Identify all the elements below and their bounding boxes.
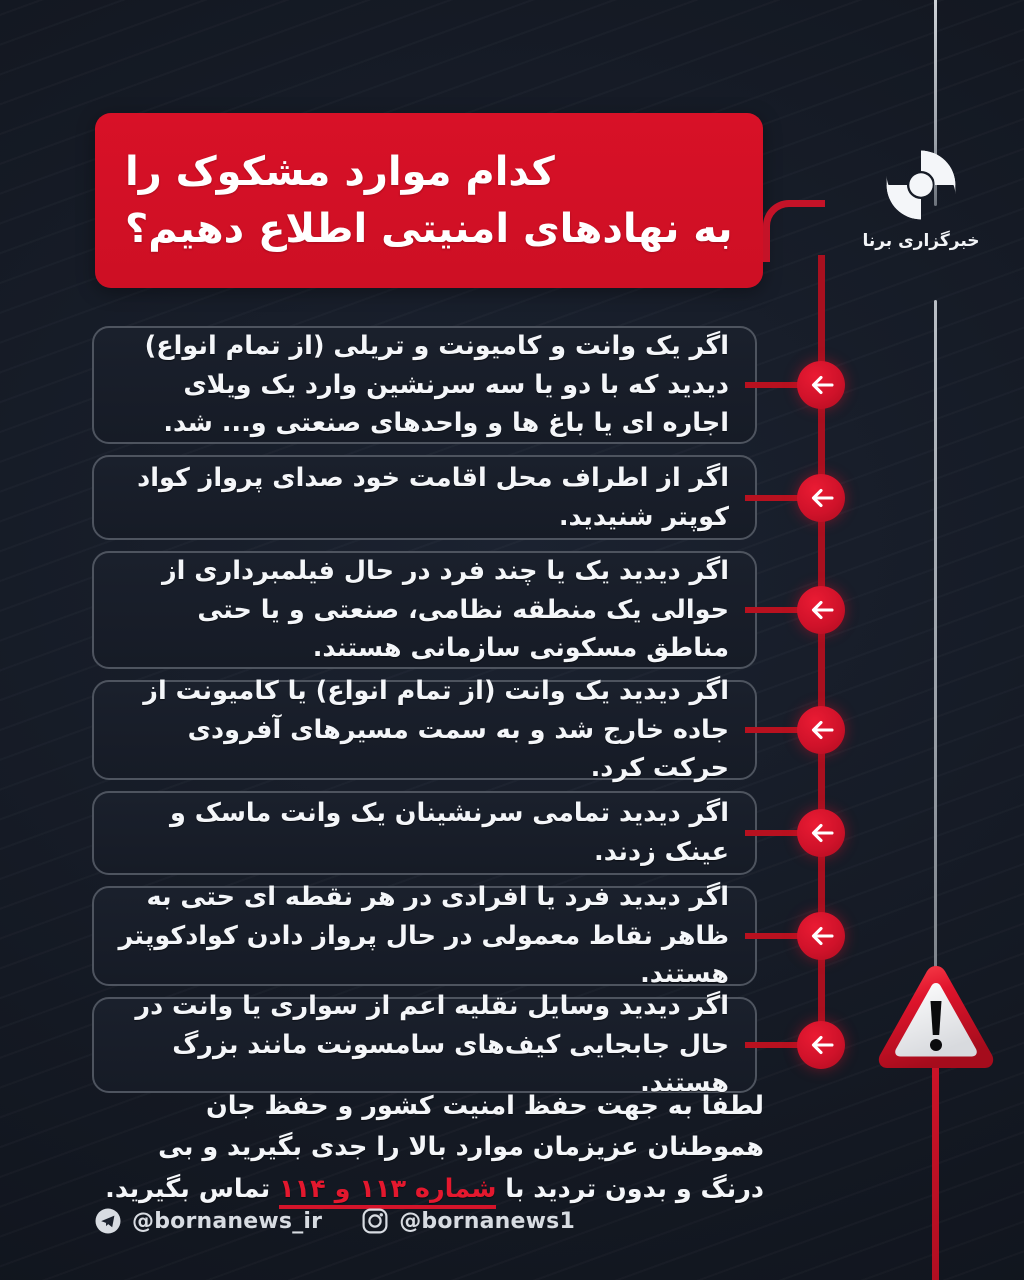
tip-card xyxy=(92,881,757,990)
warning-triangle-icon xyxy=(876,963,996,1075)
sign-pole-bottom xyxy=(934,300,937,980)
tip-card xyxy=(92,551,757,669)
arrow-node xyxy=(797,706,845,754)
connector-elbow xyxy=(763,200,825,262)
arrow-left-icon xyxy=(808,487,834,509)
instagram-handle: @bornanews1 xyxy=(399,1208,575,1234)
tip-card-text: اگر دیدید تمامی سرنشینان یک وانت ماسک و عینک زدند. xyxy=(170,798,729,867)
telegram-icon xyxy=(95,1208,121,1234)
arrow-left-icon xyxy=(808,925,834,947)
tip-card xyxy=(92,326,757,444)
footer-note xyxy=(92,1086,764,1210)
arrow-left-icon xyxy=(808,822,834,844)
tip-card-text: اگر دیدید یک یا چند فرد در حال فیلمبرداری از حوالی یک منطقه نظامی، صنعتی و یا حتی مناطق مسکونی سازمانی هستند. xyxy=(161,555,729,664)
page-title-line-2: به نهادهای امنیتی اطلاع دهیم؟ xyxy=(125,205,733,252)
tip-card xyxy=(92,791,757,875)
arrow-node xyxy=(797,586,845,634)
arrow-left-icon xyxy=(808,599,834,621)
emergency-numbers: شماره ۱۱۳ و ۱۱۴ xyxy=(279,1174,496,1209)
brand-logo xyxy=(846,146,996,251)
instagram-icon xyxy=(362,1208,388,1234)
tip-card xyxy=(92,990,757,1099)
tip-card-text: اگر دیدید وسایل نقلیه اعم از سواری یا وانت در حال جابجایی کیف‌های سامسونت مانند بزرگ هستند. xyxy=(135,990,729,1099)
arrow-node xyxy=(797,1021,845,1069)
arrow-node xyxy=(797,809,845,857)
instagram-link[interactable] xyxy=(362,1208,575,1234)
arrow-node xyxy=(797,474,845,522)
arrow-left-icon xyxy=(808,719,834,741)
arrow-node xyxy=(797,912,845,960)
tip-card xyxy=(92,675,757,784)
social-links xyxy=(95,1208,575,1234)
page-title-line-1: کدام موارد مشکوک را xyxy=(125,148,555,195)
arrow-left-icon xyxy=(808,1034,834,1056)
telegram-handle: @bornanews_ir xyxy=(132,1208,323,1234)
tip-card xyxy=(92,455,757,540)
tip-card-text: اگر از اطراف محل اقامت خود صدای پرواز کواد کوپتر شنیدید. xyxy=(137,462,729,532)
telegram-link[interactable] xyxy=(95,1208,322,1234)
tip-card-text: اگر دیدید فرد یا افرادی در هر نقطه ای حتی به ظاهر نقاط معمولی در حال پرواز دادن کوادکوپتر هستند. xyxy=(118,881,729,990)
tip-card-text: اگر دیدید یک وانت (از تمام انواع) یا کامیونت از جاده خارج شد و به سمت مسیرهای آفرودی حرکت کرد. xyxy=(143,675,729,784)
brand-logo-text: خبرگزاری برنا xyxy=(862,231,980,251)
footer-note-part-1: لطفا به جهت حفظ امنیت کشور و حفظ جان هموطنان عزیزمان موارد بالا را جدی بگیرید و بی درنگ و بدون تردید با xyxy=(158,1091,764,1204)
arrow-node xyxy=(797,361,845,409)
tip-card-text: اگر یک وانت و کامیونت و تریلی (از تمام انواع) دیدید که با دو یا سه سرنشین وارد یک ویلای اجاره ای یا باغ ها و واحدهای صنعتی و... شد. xyxy=(144,330,729,439)
footer-note-part-2: تماس بگیرید. xyxy=(105,1173,280,1204)
page-title-banner xyxy=(95,113,763,288)
borna-circle-logo-icon xyxy=(882,146,960,224)
arrow-left-icon xyxy=(808,374,834,396)
